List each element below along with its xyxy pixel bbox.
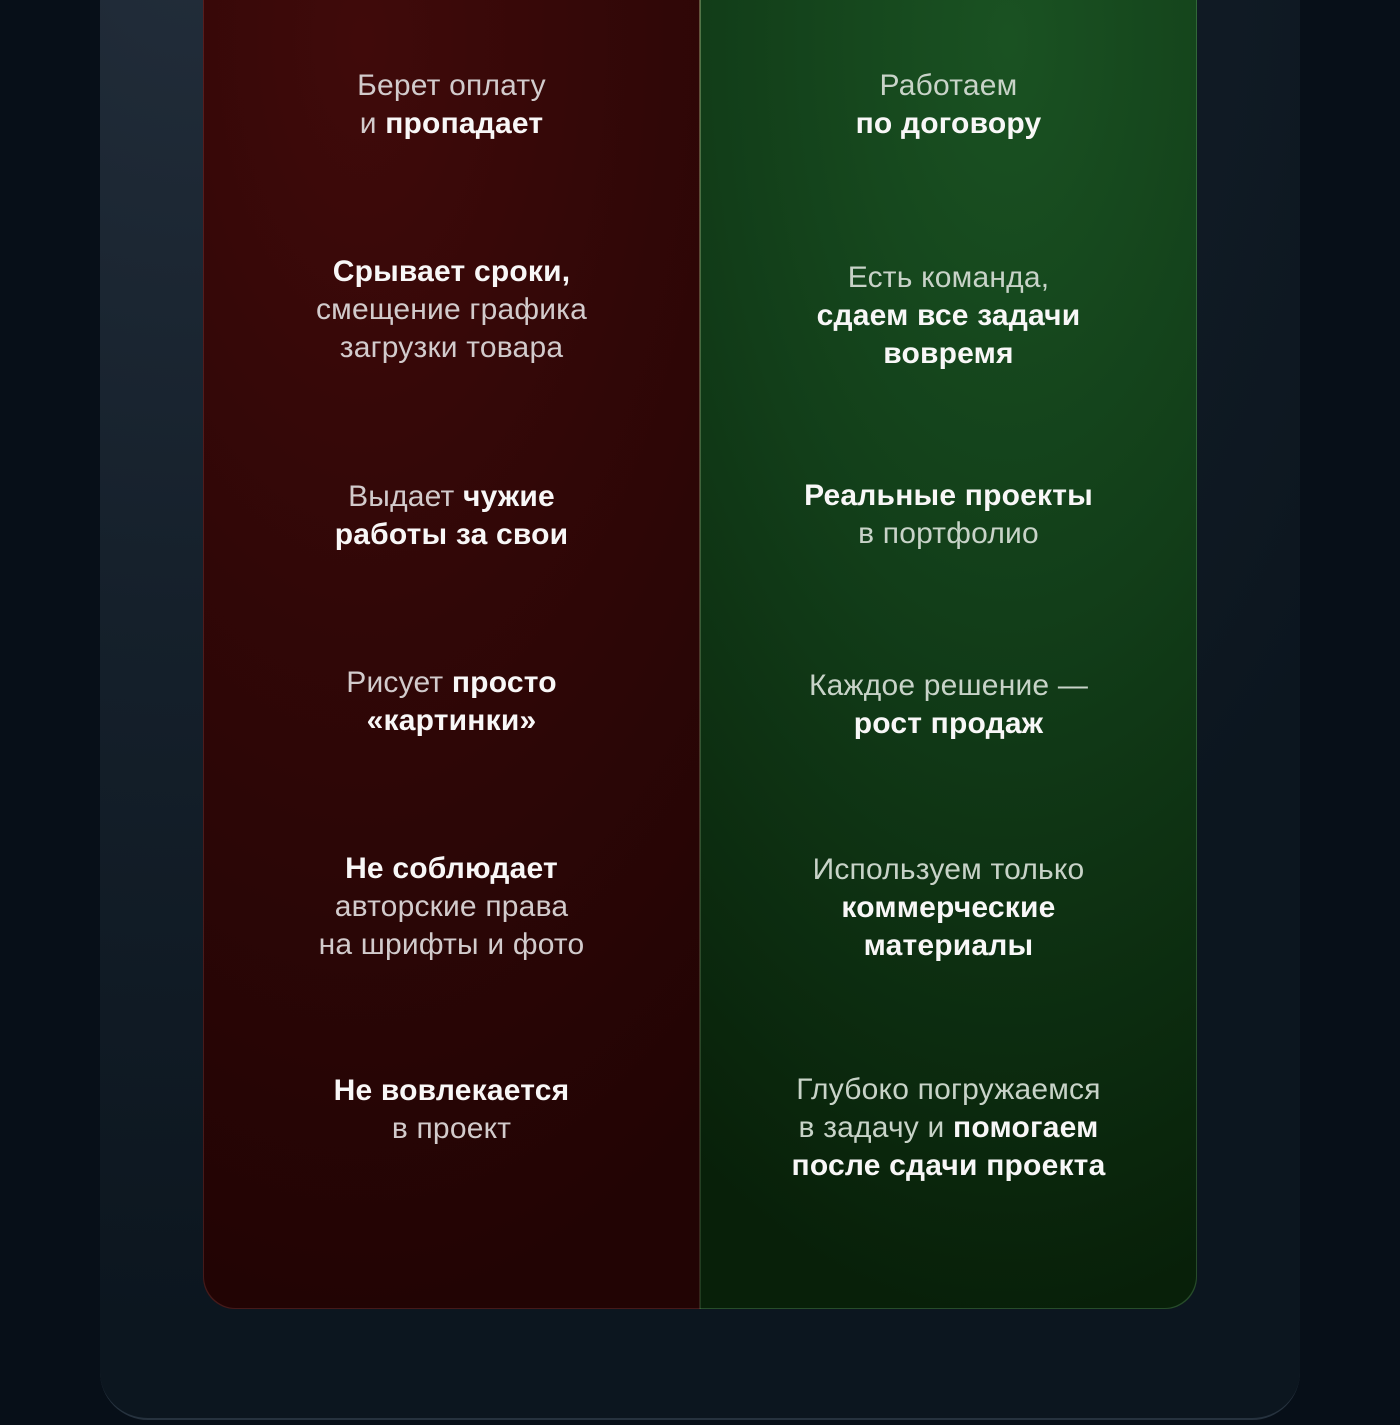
row-text: Рисует [346,666,452,699]
row-line [700,259,1197,297]
row-text-bold: помогаем [953,1111,1099,1144]
row-line [203,329,700,367]
row-text-bold: вовремя [883,337,1014,370]
row-line [203,1072,700,1110]
row-line [203,105,700,143]
row-text: Есть команда, [847,261,1050,294]
row-text: загрузки товара [339,331,564,364]
row-text-bold: Реальные проекты [804,479,1093,512]
comparison-row [700,67,1197,143]
row-line [700,667,1197,705]
row-line [203,516,700,554]
row-line [700,1071,1197,1109]
row-line [203,850,700,888]
comparison-row [203,253,700,367]
row-text-bold: рост продаж [853,707,1044,740]
comparison-row [700,667,1197,743]
row-line [700,105,1197,143]
row-line [700,515,1197,553]
comparison-row [700,1071,1197,1185]
row-text-bold: Не вовлекается [333,1074,570,1107]
row-text-bold: сдаем все задачи [816,299,1081,332]
comparison-row [203,67,700,143]
row-text: авторские права [334,890,569,923]
row-line [203,253,700,291]
row-text-bold: коммерческие [841,891,1056,924]
comparison-row [700,851,1197,965]
comparison-row [700,477,1197,553]
row-line [203,664,700,702]
row-text: Каждое решение — [808,669,1089,702]
row-line [700,705,1197,743]
cards-divider [699,0,701,1309]
row-line [700,1109,1197,1147]
row-line [203,291,700,329]
row-line [700,67,1197,105]
row-text: и [359,107,386,140]
row-text: на шрифты и фото [318,928,585,961]
row-text: Глубоко погружаемся [796,1073,1101,1106]
row-text-bold: Срывает сроки, [332,255,571,288]
comparison-row [700,259,1197,373]
row-line [203,478,700,516]
pros-card [700,0,1197,1309]
row-text: Выдает [348,480,464,513]
row-text-bold: пропадает [385,107,544,140]
row-line [700,477,1197,515]
row-text: Используем только [812,853,1085,886]
row-text-bold: Не соблюдает [345,852,558,885]
cons-card [203,0,700,1309]
row-text-bold: после сдачи проекта [791,1149,1106,1182]
row-text-bold: по договору [855,107,1042,140]
row-text: в портфолио [858,517,1039,550]
row-line [700,889,1197,927]
row-line [203,67,700,105]
comparison-row [203,1072,700,1148]
row-text-bold: «картинки» [366,704,537,737]
comparison-row [203,850,700,964]
row-line [203,926,700,964]
row-text-bold: работы за свои [334,518,569,551]
row-text: в задачу и [798,1111,954,1144]
row-line [203,702,700,740]
row-text: смещение графика [315,293,588,326]
row-text-bold: просто [451,666,557,699]
row-line [700,335,1197,373]
row-line [700,851,1197,889]
row-text: в проект [391,1112,512,1145]
row-line [700,927,1197,965]
row-line [203,1110,700,1148]
row-text: Работаем [879,69,1018,102]
row-line [700,297,1197,335]
comparison-row [203,478,700,554]
comparison-row [203,664,700,740]
row-line [203,888,700,926]
row-text-bold: материалы [863,929,1034,962]
row-line [700,1147,1197,1185]
row-text-bold: чужие [463,480,555,513]
row-text: Берет оплату [357,69,546,102]
